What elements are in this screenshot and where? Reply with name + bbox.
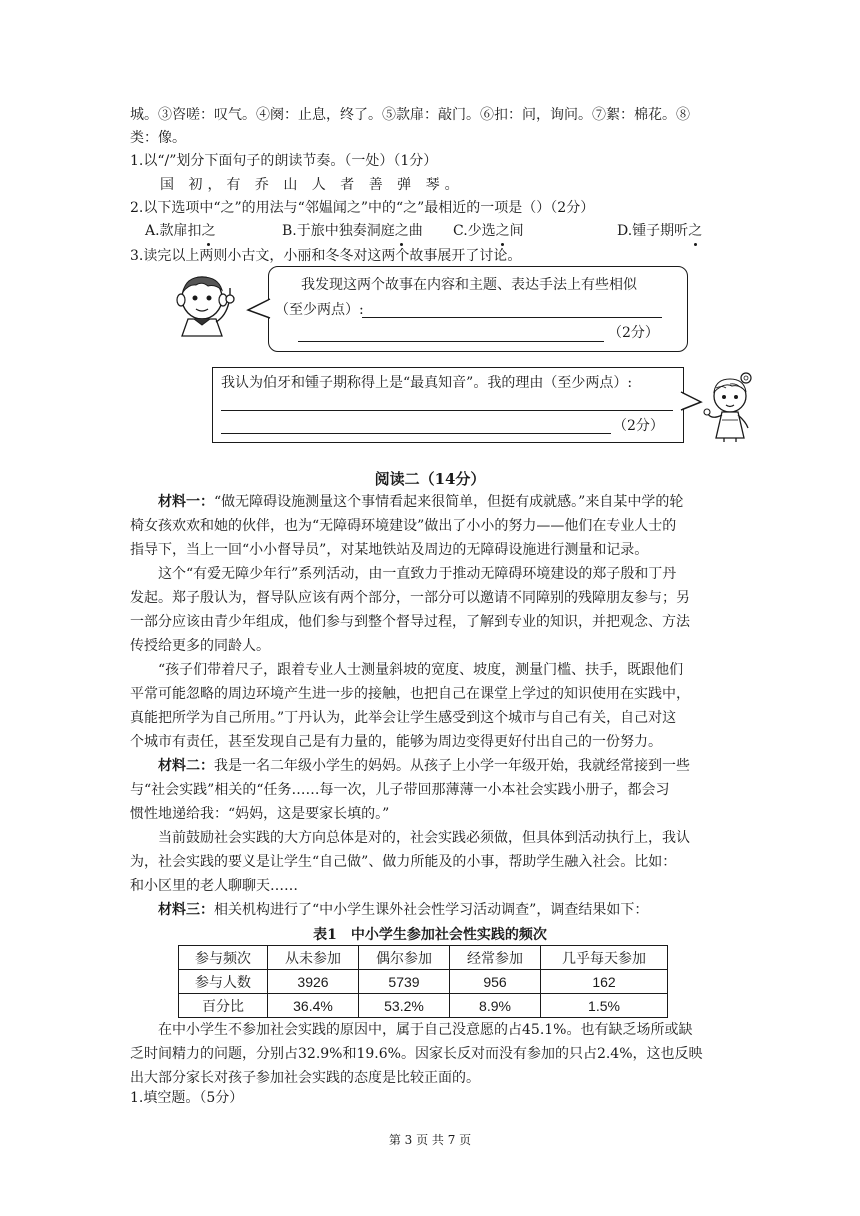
table-row <box>179 970 668 994</box>
material-2-line-2: 与“社会实践”相关的“任务……每一次，儿子带回那薄薄一小本社会实践小册子，都会习 <box>130 782 670 798</box>
material-1-line-5: 发起。郑子殷认为，督导队应该有两个部分，一部分可以邀请不同障别的残障朋友参与；另 <box>130 590 690 606</box>
girl-statement: 我认为伯牙和锺子期称得上是“最真知音”。我的理由（至少两点）: <box>221 375 633 391</box>
girl-illustration <box>702 370 758 442</box>
table-row <box>179 994 668 1018</box>
table-cell: 参与人数 <box>179 970 268 994</box>
data-table <box>178 945 668 1018</box>
material-1-line-9: 平常可能忽略的周边环境产生进一步的接触，也把自己在课堂上学过的知识使用在实践中， <box>130 686 690 702</box>
table-cell: 36.4% <box>268 994 359 1018</box>
question-1: 1.以“/”划分下面句子的朗读节奏。（一处）（1分） <box>130 153 438 169</box>
fill-in-question: 1.填空题。（5分） <box>130 1090 244 1106</box>
material-1-line-11: 个城市有责任，甚至发现自己是有力量的，能够为周边变得更好付出自己的一份努力。 <box>130 734 662 750</box>
material-1-line-7: 传授给更多的同龄人。 <box>130 638 270 654</box>
table-cell: 1.5% <box>541 994 668 1018</box>
table-cell: 经常参加 <box>450 946 541 970</box>
material-2-line-3: 惯性地递给我：“妈妈，这是要家长填的。” <box>130 806 390 822</box>
material-1-line-4: 这个“有爱无障少年行”系列活动，由一直致力于推动无障碍环境建设的郑子殷和丁丹 <box>158 566 677 582</box>
material-2-line-4: 当前鼓励社会实践的大方向总体是对的，社会实践必须做，但具体到活动执行上，我认 <box>158 830 690 846</box>
closing-line-3: 出大部分家长对孩子参加社会实践的态度是比较正面的。 <box>130 1070 480 1086</box>
answer-blank-boy-2[interactable] <box>298 341 604 342</box>
annotation-line-2: 类：像。 <box>130 130 186 146</box>
section-title: 阅读二（14分） <box>374 470 486 488</box>
material-2-line-1: 材料二：我是一名二年级小学生的妈妈。从孩子上小学一年级开始，我就经常接到一些 <box>158 758 690 774</box>
table-cell: 偶尔参加 <box>359 946 450 970</box>
bubble-tail-boy <box>246 296 272 322</box>
table-cell: 几乎每天参加 <box>541 946 668 970</box>
question-3: 3.读完以上两则小古文，小丽和冬冬对这两个故事展开了讨论。 <box>130 248 522 264</box>
option-b: B.于旅中独奏洞庭之曲 <box>282 223 423 239</box>
question-1-sentence: 国 初，有 乔 山 人 者 善 弹 琴。 <box>160 177 464 193</box>
table-cell: 8.9% <box>450 994 541 1018</box>
option-a: A.款扉扣之 <box>145 223 216 239</box>
table-cell: 3926 <box>268 970 359 994</box>
material-3-line-1: 材料三：相关机构进行了“中小学生课外社会性学习活动调查”，调查结果如下： <box>158 902 649 918</box>
boy-illustration <box>172 272 246 338</box>
material-1-line-10: 真能把所学为自己所用。”丁丹认为，此举会让学生感受到这个城市与自己有关，自己对这 <box>130 710 677 726</box>
table-cell: 162 <box>541 970 668 994</box>
table-caption: 表1 中小学生参加社会性实践的频次 <box>313 927 547 943</box>
table-cell: 956 <box>450 970 541 994</box>
option-d: D.锺子期听之 <box>617 223 703 239</box>
question-2: 2.以下选项中“之”的用法与“邻媪闻之”中的“之”最相近的一项是（）（2分） <box>130 200 595 216</box>
bubble-tail-girl <box>679 390 703 414</box>
table-cell: 5739 <box>359 970 450 994</box>
boy-statement: 我发现这两个故事在内容和主题、表达手法上有些相似 <box>301 277 637 293</box>
page-number: 第 3 页 共 7 页 <box>388 1133 472 1147</box>
answer-blank-boy-1[interactable] <box>362 317 662 318</box>
material-1-line-3: 指导下，当上一回“小小督导员”，对某地铁站及周边的无障碍设施进行测量和记录。 <box>130 542 649 558</box>
table-cell: 参与频次 <box>179 946 268 970</box>
answer-blank-girl-1[interactable] <box>221 410 673 411</box>
material-1-line-8: “孩子们带着尺子，跟着专业人士测量斜坡的宽度、坡度，测量门槛、扶手，既跟他们 <box>158 662 684 678</box>
material-2-line-6: 和小区里的老人聊聊天…… <box>130 878 298 894</box>
table-cell: 从未参加 <box>268 946 359 970</box>
answer-blank-girl-2[interactable] <box>221 433 611 434</box>
option-c: C.少选之间 <box>453 223 524 239</box>
material-2-line-5: 为，社会实践的要义是让学生“自己做”、做力所能及的小事，帮助学生融入社会。比如： <box>130 854 677 870</box>
material-1-line-2: 椅女孩欢欢和她的伙伴，也为“无障碍环境建设”做出了小小的努力——他们在专业人士的 <box>130 518 677 534</box>
material-1-line-1: 材料一：“做无障碍设施测量这个事情看起来很简单，但挺有成就感。”来自某中学的轮 <box>158 494 684 510</box>
table-cell: 百分比 <box>179 994 268 1018</box>
girl-score: （2分） <box>613 418 664 434</box>
closing-line-2: 乏时间精力的问题，分别占32.9%和19.6%。因家长反对而没有参加的只占2.4%，这也反映 <box>130 1046 703 1062</box>
boy-statement-note: （至少两点）: <box>275 302 364 318</box>
boy-score: （2分） <box>608 325 659 341</box>
table-cell: 53.2% <box>359 994 450 1018</box>
annotation-line-1: 城。③咨嗟：叹气。④阕：止息，终了。⑤款扉：敲门。⑥扣：问，询问。⑦絮：棉花。⑧ <box>130 107 690 123</box>
material-1-line-6: 一部分应该由青少年组成，他们参与到整个督导过程，了解到专业的知识，并把观念、方法 <box>130 614 690 630</box>
table-header-row <box>179 946 668 970</box>
closing-line-1: 在中小学生不参加社会实践的原因中，属于自己没意愿的占45.1%。也有缺乏场所或缺 <box>158 1022 693 1038</box>
